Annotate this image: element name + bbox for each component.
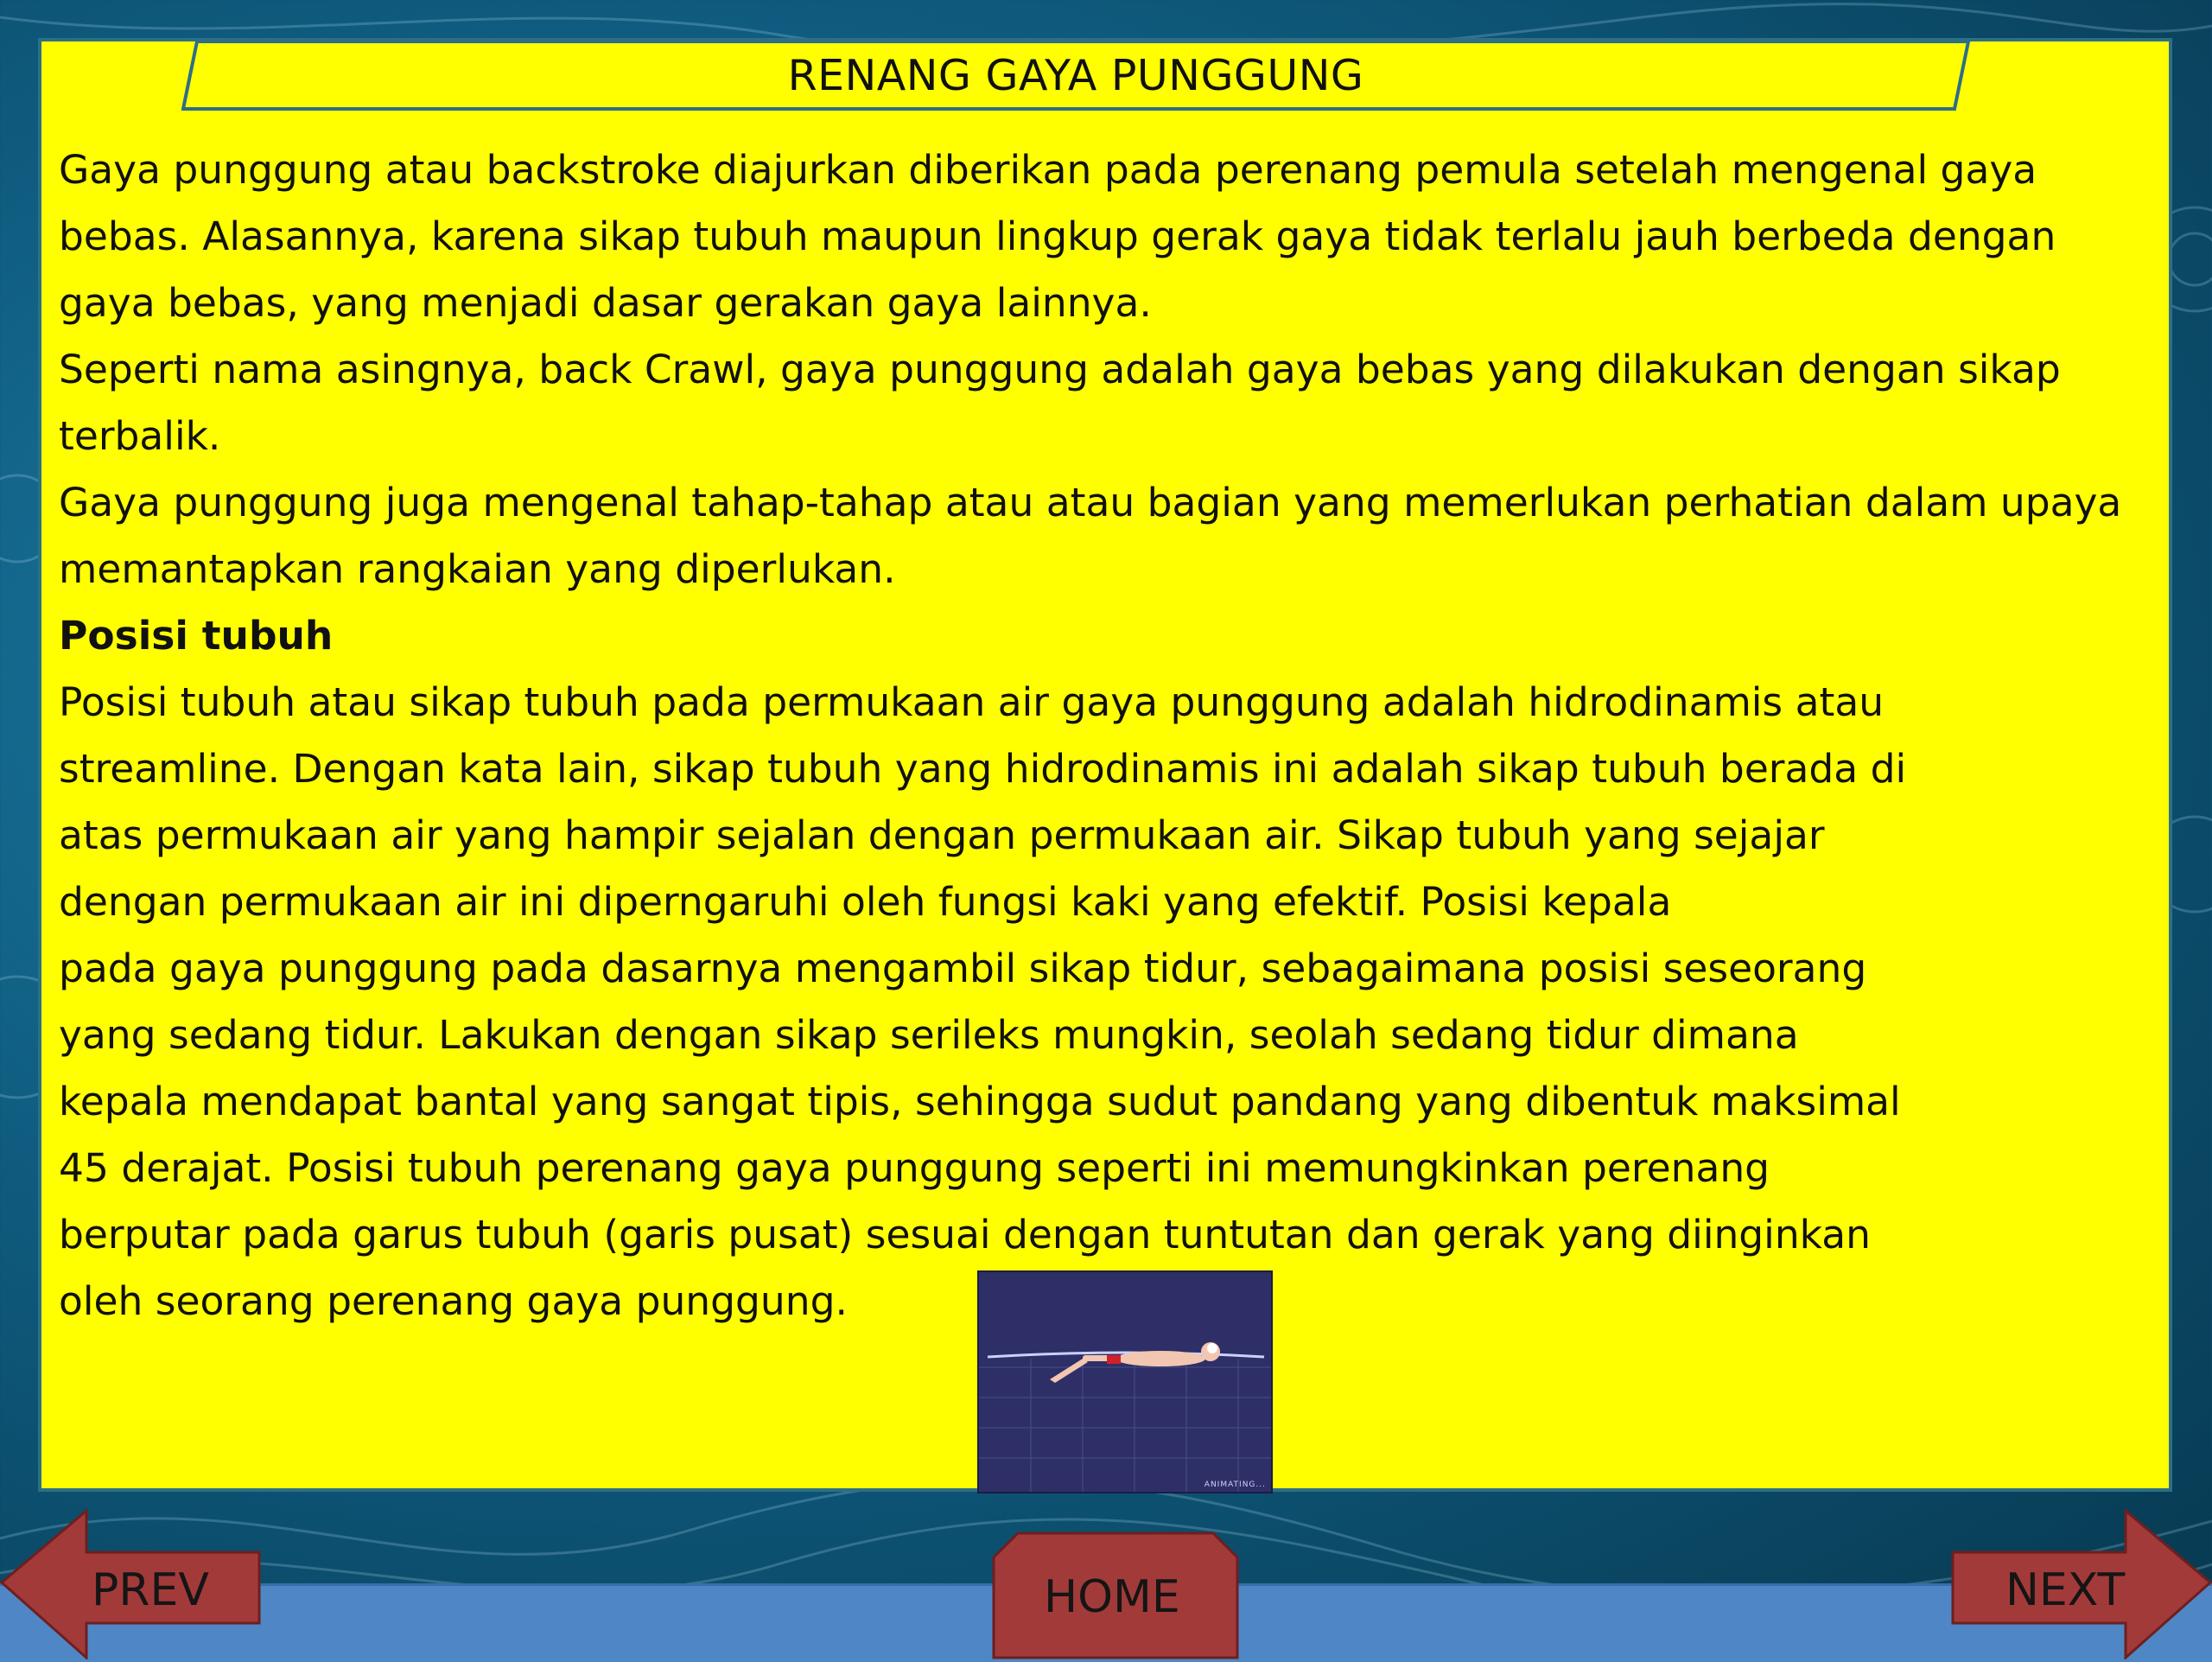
body-line: streamline. Dengan kata lain, sikap tubuh yang hidrodinamis ini adalah sikap tubuh berada di [59, 746, 1907, 792]
paragraph-intro: Gaya punggung atau backstroke diajurkan diberikan pada perenang pemula setelah mengenal gaya bebas. Alasannya, karena sikap tubuh maupun lingkup gerak gaya tidak terlalu jauh berbeda dengan gaya bebas, yang menjadi dasar gerakan gaya lainnya. [59, 147, 2056, 326]
image-watermark: ANIMATING... [1204, 1481, 1266, 1489]
prev-button-label: PREV [92, 1564, 209, 1616]
page-title: RENANG GAYA PUNGGUNG [787, 50, 1364, 100]
next-button-label: NEXT [2005, 1564, 2126, 1616]
body-line: kepala mendapat bantal yang sangat tipis, sehingga sudut pandang yang dibentuk maksimal [59, 1079, 1901, 1124]
body-line: 45 derajat. Posisi tubuh perenang gaya punggung seperti ini memungkinkan perenang [59, 1145, 1770, 1191]
body-line: yang sedang tidur. Lakukan dengan sikap serileks mungkin, seolah sedang tidur dimana [59, 1012, 1799, 1058]
body-line: oleh seorang perenang gaya punggung. [59, 1278, 848, 1324]
backstroke-animation-image [977, 1270, 1273, 1493]
next-button[interactable] [1940, 1506, 2212, 1659]
paragraph-stages: Gaya punggung juga mengenal tahap-tahap atau atau bagian yang memerlukan perhatian dalam upaya memantapkan rangkaian yang diperlukan. [59, 480, 2122, 592]
home-button-label: HOME [1044, 1571, 1180, 1623]
slide-content [59, 137, 2158, 1334]
prev-button[interactable] [0, 1506, 268, 1659]
body-line: berputar pada garus tubuh (garis pusat) sesuai dengan tuntutan dan gerak yang diinginkan [59, 1212, 1871, 1258]
body-line: Posisi tubuh atau sikap tubuh pada permukaan air gaya punggung adalah hidrodinamis atau [59, 679, 1885, 725]
body-line: atas permukaan air yang hampir sejalan dengan permukaan air. Sikap tubuh yang sejajar [59, 812, 1825, 858]
home-button[interactable] [992, 1528, 1239, 1659]
body-line: dengan permukaan air ini diperngaruhi oleh fungsi kaki yang efektif. Posisi kepala [59, 879, 1672, 925]
title-banner [181, 40, 1970, 111]
body-line: pada gaya punggung pada dasarnya mengambil sikap tidur, sebagaimana posisi seseorang [59, 946, 1867, 991]
section-heading: Posisi tubuh [59, 613, 334, 659]
paragraph-back-crawl: Seperti nama asingnya, back Crawl, gaya punggung adalah gaya bebas yang dilakukan dengan sikap terbalik. [59, 347, 2061, 459]
